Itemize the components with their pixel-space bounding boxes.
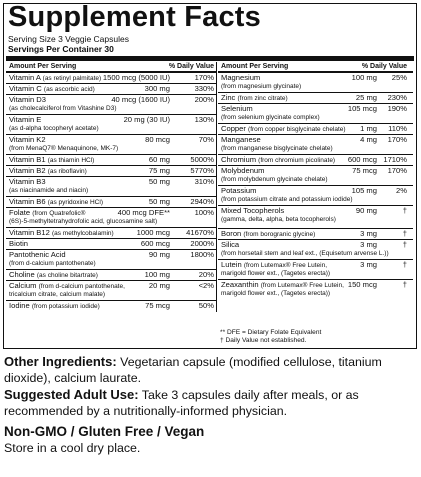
nutrient-source: (as retinyl palmitate): [42, 75, 102, 82]
nutrient-source: (from borogranic glycine): [243, 231, 316, 238]
nutrient-daily-value: 2000%: [190, 239, 214, 248]
nutrient-name: [221, 207, 284, 216]
nutrient-daily-value: 200%: [194, 95, 214, 104]
nutrient-daily-value: †: [402, 206, 407, 215]
nutrient-amount: 60 mg: [148, 155, 170, 164]
nutrient-amount: 20 mg (30 IU): [123, 115, 170, 124]
column-header: [218, 62, 413, 73]
nutrient-daily-value: †: [402, 260, 407, 269]
nutrient-name-text: Calcium: [9, 281, 37, 290]
nutrient-row: [6, 177, 216, 197]
nutrient-daily-value: 330%: [194, 84, 214, 93]
nutrient-source: (from Lutemax® Free Lutein,: [260, 282, 344, 289]
nutrient-amount: 105 mg: [351, 186, 377, 195]
nutrient-daily-value: 190%: [387, 104, 407, 113]
suggested-use: [4, 387, 418, 419]
nutrient-row: [6, 115, 216, 135]
nutrient-name: [9, 229, 114, 239]
nutrient-name-text: Chromium: [221, 155, 257, 164]
nutrient-name-text: Molybdenum: [221, 166, 265, 175]
nutrient-amount: 1 mg: [360, 124, 377, 133]
nutrient-source-line: marigold flower ext., (Tagetes erecta)): [221, 290, 331, 297]
nutrient-name-text: Vitamin C: [9, 84, 42, 93]
header-dv: % Daily Value: [361, 63, 407, 70]
nutrient-name-text: Vitamin B2: [9, 166, 46, 175]
nutrient-row: [6, 73, 216, 84]
nutrient-amount: 90 mg: [355, 206, 377, 215]
nutrient-daily-value: 5000%: [190, 155, 214, 164]
nutrient-source: (from potassium iodide): [31, 303, 100, 310]
nutrient-row: [218, 104, 413, 124]
nutrient-name-text: Vitamin B3: [9, 177, 46, 186]
nutrient-daily-value: 310%: [194, 177, 214, 186]
nutrient-source-line: (6S)-5-methyltetrahydrofolic acid, glucosamine salt): [9, 218, 158, 225]
nutrient-name: [9, 167, 87, 177]
nutrient-amount: 600 mcg: [140, 239, 170, 248]
nutrient-name: [221, 187, 256, 196]
nutrient-daily-value: 25%: [391, 73, 407, 82]
nutrient-daily-value: 70%: [198, 135, 214, 144]
nutrient-daily-value: 170%: [387, 166, 407, 175]
nutrient-name-text: Silica: [221, 240, 240, 249]
nutrient-name-text: Lutein: [221, 260, 242, 269]
other-ingredients: [4, 354, 418, 386]
other-ingredients-text: Vegetarian capsule (modified cellulose, titanium dioxide), calcium laurate.: [4, 355, 382, 385]
nutrient-row: [6, 155, 216, 166]
storage-instructions: Store in a cool dry place.: [4, 441, 141, 455]
nutrient-amount: 3 mg: [360, 260, 377, 269]
nutrient-daily-value: 20%: [198, 270, 214, 279]
nutrient-name-text: Iodine: [9, 301, 30, 310]
nutrient-source-line: (from potassium citrate and potassium iodide): [221, 196, 353, 203]
nutrient-source: (as choline bitartrate): [36, 272, 98, 279]
nutrient-name-text: Zeaxanthin: [221, 280, 259, 289]
nutrient-name-text: Biotin: [9, 239, 28, 248]
nutrient-source-line: (as d-alpha tocopheryl acetate): [9, 125, 99, 132]
nutrient-amount: 25 mg: [355, 93, 377, 102]
nutrient-row: [6, 95, 216, 115]
nutrient-source-line: marigold flower ext., (Tagetes erecta)): [221, 270, 331, 277]
nutrient-daily-value: †: [402, 280, 407, 289]
nutrient-name-text: Vitamin B6: [9, 197, 46, 206]
nutrient-amount: 50 mg: [148, 177, 170, 186]
nutrient-name: [9, 156, 94, 166]
nutrient-amount: 3 mg: [360, 229, 377, 238]
nutrient-source: (as riboflavin): [47, 168, 87, 175]
nutrient-name: [221, 230, 315, 240]
nutrient-amount: 1500 mcg (5000 IU): [102, 73, 170, 82]
nutrient-name: [9, 136, 46, 145]
nutrient-name: [221, 156, 335, 166]
nutrient-source: (as ascorbic acid): [43, 86, 95, 93]
nutrient-row: [6, 270, 216, 281]
nutrient-amount: 90 mg: [148, 250, 170, 259]
nutrient-amount: 150 mcg: [347, 280, 377, 289]
nutrient-source-line: (from MenaQ7® Menaquinone, MK-7): [9, 145, 119, 152]
nutrient-row: [218, 186, 413, 206]
nutrient-amount: 1000 mcg: [136, 228, 170, 237]
nutrient-name: [9, 302, 100, 312]
nutrient-daily-value: 1710%: [383, 155, 407, 164]
nutrient-amount: 300 mg: [144, 84, 170, 93]
nutrient-row: [6, 228, 216, 239]
nutrient-name-text: Magnesium: [221, 73, 261, 82]
nutrient-row: [6, 281, 216, 301]
nutrient-name: [9, 74, 101, 84]
nutrient-daily-value: 230%: [387, 93, 407, 102]
nutrient-row: [218, 240, 413, 260]
nutrient-name-text: Vitamin E: [9, 115, 42, 124]
nutrient-name: [221, 74, 260, 83]
column-header: [6, 62, 216, 73]
nutrient-name-text: Folate: [9, 208, 31, 217]
nutrient-amount: 100 mg: [144, 270, 170, 279]
nutrient-row: [218, 135, 413, 155]
nutrient-source: (from zinc citrate): [237, 95, 288, 102]
nutrient-source: (from Quatrefolic®: [32, 210, 86, 217]
footnote-dfe: ** DFE = Dietary Folate Equivalent: [220, 329, 322, 336]
footnotes: [220, 329, 321, 344]
header-amount: Amount Per Serving: [9, 63, 77, 70]
nutrient-name-text: Copper: [221, 124, 246, 133]
nutrient-daily-value: 50%: [198, 301, 214, 310]
nutrient-name-text: Pantothenic Acid: [9, 250, 66, 259]
nutrient-source-line: (from horsetail stem and leaf ext., (Equisetum arvense L.)): [221, 250, 389, 257]
nutrient-row: [218, 166, 413, 186]
nutrient-name: [9, 240, 28, 249]
nutrient-row: [218, 155, 413, 166]
nutrient-row: [218, 73, 413, 93]
nutrient-daily-value: 2940%: [190, 197, 214, 206]
nutrient-name: [221, 94, 288, 104]
nutrient-row: [218, 280, 413, 300]
nutrient-name-text: Vitamin A: [9, 73, 41, 82]
nutrient-daily-value: 2%: [396, 186, 407, 195]
nutrient-name-text: Mixed Tocopherols: [221, 206, 285, 215]
nutrient-daily-value: 130%: [194, 115, 214, 124]
nutrient-amount: 75 mcg: [145, 301, 170, 310]
thick-divider: [6, 56, 414, 61]
nutrient-amount: 20 mg: [148, 281, 170, 290]
nutrient-name: [221, 241, 239, 250]
nutrient-source-line: (from magnesium glycinate): [221, 83, 302, 90]
nutrient-name-text: Selenium: [221, 104, 253, 113]
nutrient-row: [6, 84, 216, 95]
nutrient-name: [221, 167, 264, 176]
nutrient-name-text: Vitamin B1: [9, 155, 46, 164]
nutrient-amount: 80 mcg: [145, 135, 170, 144]
nutrient-row: [6, 239, 216, 250]
nutrient-row: [218, 124, 413, 135]
nutrient-row: [218, 206, 413, 229]
header-dv: % Daily Value: [168, 63, 214, 70]
nutrient-name: [9, 271, 98, 281]
nutrient-source-line: (from d-calcium pantothenate): [9, 260, 96, 267]
nutrient-row: [6, 301, 216, 312]
nutrient-name: [221, 105, 253, 114]
nutrient-name: [221, 125, 346, 135]
nutrient-source-line: (from manganese bisglycinate chelate): [221, 145, 333, 152]
nutrient-name: [9, 251, 66, 260]
nutrient-daily-value: 5770%: [190, 166, 214, 175]
nutrient-daily-value: 170%: [194, 73, 214, 82]
nutrient-row: [6, 135, 216, 155]
nutrient-row: [6, 166, 216, 177]
nutrient-name: [221, 136, 261, 145]
nutrient-amount: 100 mg: [351, 73, 377, 82]
nutrient-name-text: Vitamin D3: [9, 95, 47, 104]
nutrient-amount: 75 mg: [148, 166, 170, 175]
nutrient-source-line: (as niacinamide and niacin): [9, 187, 89, 194]
nutrient-name-text: Choline: [9, 270, 35, 279]
nutrient-amount: 50 mg: [148, 197, 170, 206]
nutrient-amount: 400 mcg DFE**: [117, 208, 170, 217]
nutrient-daily-value: †: [402, 229, 407, 238]
nutrient-daily-value: 170%: [387, 135, 407, 144]
nutrient-amount: 105 mcg: [347, 104, 377, 113]
nutrient-column-left: [6, 62, 217, 312]
nutrient-row: [6, 250, 216, 270]
nutrient-source-line: (as cholecalciferol from Vitashine D3): [9, 105, 117, 112]
nutrient-name: [9, 85, 95, 95]
nutrient-name-text: Vitamin K2: [9, 135, 46, 144]
nutrient-source: (from copper bisglycinate chelate): [248, 126, 346, 133]
servings-per-container: Servings Per Container 30: [8, 44, 114, 54]
nutrient-source-line: (from molybdenum glycinate chelate): [221, 176, 328, 183]
suggested-use-label: Suggested Adult Use:: [4, 387, 139, 402]
nutrient-column-right: [218, 62, 413, 300]
nutrient-source: (from Lutemax® Free Lutein,: [243, 262, 328, 269]
nutrient-amount: 75 mcg: [352, 166, 377, 175]
nutrient-source: (as thiamin HCl): [47, 157, 95, 164]
header-amount: Amount Per Serving: [221, 63, 289, 70]
nutrient-amount: 4 mg: [360, 135, 377, 144]
nutrient-name-text: Zinc: [221, 93, 236, 102]
nutrient-daily-value: 41670%: [186, 228, 214, 237]
suggested-use-text: Take 3 capsules daily after meals, or as recommended by a nutritionally-informed physician.: [4, 388, 359, 418]
nutrient-name-text: Potassium: [221, 186, 257, 195]
nutrient-daily-value: 110%: [388, 124, 407, 133]
nutrient-name: [9, 178, 46, 187]
nutrient-amount: 40 mcg (1600 IU): [111, 95, 170, 104]
nutrient-daily-value: 1800%: [190, 250, 214, 259]
nutrient-name-text: Vitamin B12: [9, 228, 50, 237]
nutrient-source: (from d-calcium pantothenate,: [38, 283, 125, 290]
facts-title: Supplement Facts: [8, 1, 261, 33]
supplement-facts-panel: [3, 3, 417, 349]
nutrient-name: [9, 198, 103, 208]
nutrient-name-text: Manganese: [221, 135, 261, 144]
nutrient-source: (as methylcobalamin): [51, 230, 114, 237]
nutrient-daily-value: †: [402, 240, 407, 249]
nutrient-row: [218, 229, 413, 240]
nutrient-row: [6, 208, 216, 228]
nutrient-row: [6, 197, 216, 208]
other-ingredients-label: Other Ingredients:: [4, 354, 117, 369]
nutrient-source: (from chromium picolinate): [258, 157, 336, 164]
nutrient-source-line: tricalcium citrate, calcium malate): [9, 291, 106, 298]
nutrient-amount: 600 mcg: [347, 155, 377, 164]
dietary-claims: Non-GMO / Gluten Free / Vegan: [4, 424, 205, 439]
nutrient-name: [9, 116, 41, 125]
footnote-dagger: † Daily Value not established.: [220, 336, 307, 344]
nutrient-name: [9, 96, 46, 105]
nutrient-source: (as pyridoxine HCl): [47, 199, 103, 206]
serving-size: Serving Size 3 Veggie Capsules: [8, 34, 129, 44]
nutrient-row: [218, 260, 413, 280]
nutrient-daily-value: <2%: [198, 281, 214, 290]
nutrient-source-line: (from selenium glycinate complex): [221, 114, 320, 121]
nutrient-name-text: Boron: [221, 229, 242, 238]
nutrient-row: [218, 93, 413, 104]
nutrient-daily-value: 100%: [194, 208, 214, 217]
nutrient-source-line: (gamma, delta, alpha, beta tocopherols): [221, 216, 336, 223]
nutrient-amount: 3 mg: [360, 240, 377, 249]
